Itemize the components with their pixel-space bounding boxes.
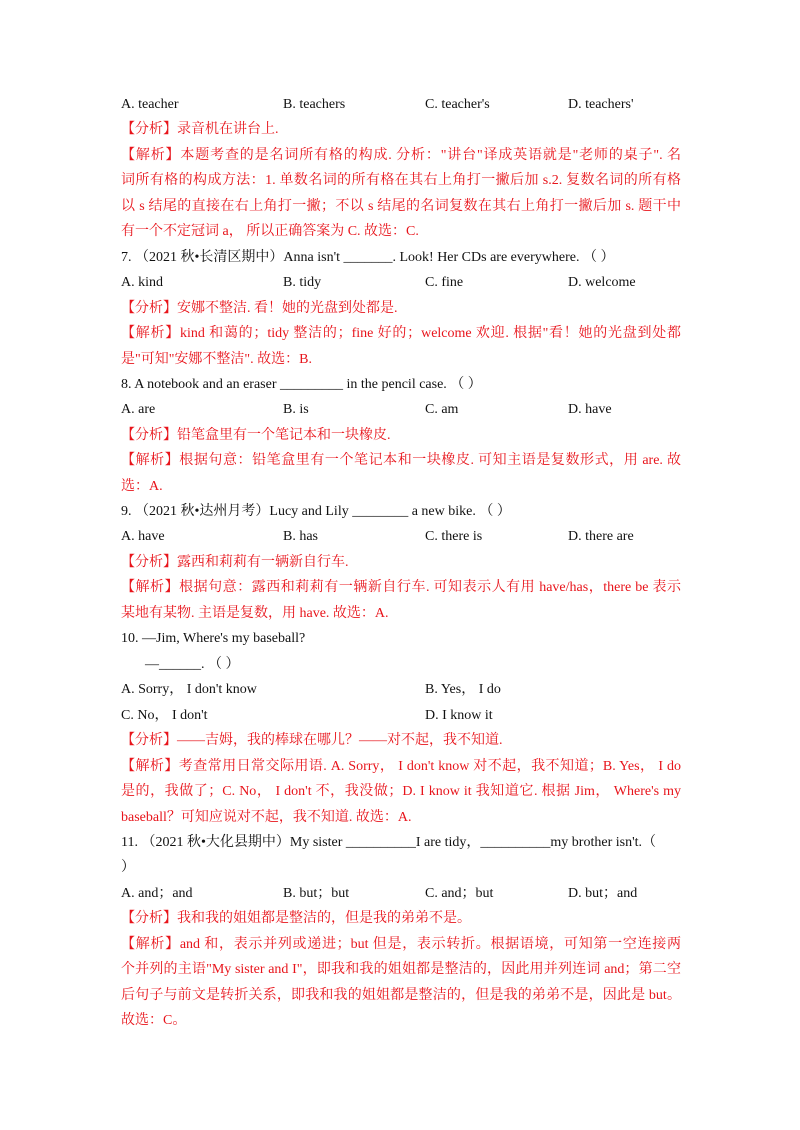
q11-explanation-line: 个并列的主语"My sister and I"，即我和我的姐姐都是整洁的，因此用并列连词 and；第二空 [121,962,681,977]
q10-stem-line2 [145,655,240,675]
q8-option-d: D. have [568,402,612,417]
q9-option-b: B. has [283,529,318,544]
q6-option-b: B. teachers [283,97,346,112]
q6-option-d: D. teachers' [568,97,634,112]
q8-explanation-line: 【解析】根据句意：铅笔盒里有一个笔记本和一块橡皮. 可知主语是复数形式，用 are. 故 [121,453,681,468]
q11-option-d: D. but；and [568,886,638,901]
q11-option-c: C. and；but [425,886,494,901]
q11-stem-after: my brother isn't.（ [550,835,656,850]
q8-explanation-line: 选：A. [121,479,163,494]
q9-option-c: C. there is [425,529,483,544]
q8-blank: _________ [280,377,344,392]
q6-explanation-line: 词所有格的构成方法：1. 单数名词的所有格在其右上角打一撇后加 s.2. 复数名词的所有格 [121,173,681,188]
q9-blank: ________ [352,504,409,519]
q7-option-a: A. kind [121,275,163,290]
q11-explanation-line: 【解析】and 和，表示并列或递进；but 但是，表示转折。根据语境，可知第一空连接两 [121,937,681,952]
q7-explanation-line: 【解析】kind 和蔼的；tidy 整洁的；fine 好的；welcome 欢迎. 根据"看！她的光盘到处都 [121,326,681,341]
q6-options [121,95,681,115]
q8-option-b: B. is [283,402,309,417]
q9-explanation-line: 某地有某物. 主语是复数，用 have. 故选：A. [121,606,389,621]
q9-option-a: A. have [121,529,165,544]
q7-stem-before: 7. （2021 秋•长清区期中）Anna isn't [121,250,340,265]
q10-explanation-line: 是的，我做了；C. No， I don't 不，我没做；D. I know it 我知道它. 根据 Jim， Where's my [121,784,681,799]
q9-explanation-line: 【解析】根据句意：露西和莉莉有一辆新自行车. 可知表示人有用 have/has，there be 表示 [121,580,681,595]
q9-option-d: D. there are [568,529,634,544]
q7-explanation-line: 是"可知"安娜不整洁". 故选：B. [121,352,312,367]
q7-stem-after: . Look! Her CDs are everywhere. （ ） [392,250,615,265]
q11-option-b: B. but；but [283,886,350,901]
q11-stem-line2: ） [121,860,135,875]
q11-explanation-line: 后句子与前文是转折关系，即我和我的姐姐都是整洁的，但是我的弟弟不是，因此是 but。 [121,988,681,1003]
q11-explanation-line: 故选：C。 [121,1013,187,1028]
q11-blank-1: __________ [345,835,416,850]
q6-explanation-line: 【解析】本题考查的是名词所有格的构成. 分析："讲台"译成英语就是"老师的桌子". 名 [121,148,681,163]
q11-blank-2: __________ [480,835,551,850]
q9-stem-before: 9. （2021 秋•达州月考）Lucy and Lily [121,504,349,519]
q10-explanation-line: 【解析】考查常用日常交际用语. A. Sorry， I don't know 对不起，我不知道；B. Yes， I do [121,759,681,774]
q10-dash: — [145,657,159,672]
q11-stem [121,833,656,853]
q9-stem-after: a new bike. （ ） [408,504,511,519]
q10-explanation-line: baseball？可知应说对不起，我不知道. 故选：A. [121,810,412,825]
q9-analysis: 【分析】露西和莉莉有一辆新自行车. [121,555,349,570]
q8-stem [121,375,482,395]
q7-stem [121,248,614,268]
q10-option-c: C. No， I don't [121,708,208,723]
q11-option-a: A. and；and [121,886,193,901]
q6-explanation-line: 有一个不定冠词 a， 所以正确答案为 C. 故选：C. [121,224,419,239]
q8-stem-after: in the pencil case. （ ） [343,377,482,392]
q11-stem-mid: I are tidy， [415,835,481,850]
q7-option-c: C. fine [425,275,464,290]
q7-option-d: D. welcome [568,275,636,290]
q11-stem-before: 11. （2021 秋•大化县期中）My sister [121,835,343,850]
q8-option-c: C. am [425,402,459,417]
q10-option-d: D. I know it [425,708,493,723]
q11-options [121,884,681,904]
q8-analysis: 【分析】铅笔盒里有一个笔记本和一块橡皮. [121,428,391,443]
q9-stem [121,502,511,522]
q7-analysis: 【分析】安娜不整洁. 看！她的光盘到处都是. [121,301,398,316]
q8-options [121,400,681,420]
q6-option-c: C. teacher's [425,97,490,112]
q10-option-a: A. Sorry， I don't know [121,682,257,697]
q10-analysis: 【分析】——吉姆，我的棒球在哪儿？——对不起，我不知道. [121,733,503,748]
q7-options [121,273,681,293]
q10-blank: ______ [159,657,201,672]
q7-blank: _______ [343,250,393,265]
q8-stem-before: 8. A notebook and an eraser [121,377,277,392]
q6-explanation-line: 以 s 结尾的直接在右上角打一撇；不以 s 结尾的名词复数在其右上角打一撇后加 s. 题干中 [121,199,681,214]
q10-option-b: B. Yes， I do [425,682,501,697]
q10-options-row1 [121,680,681,700]
q10-stem-line1: 10. —Jim, Where's my baseball? [121,631,306,646]
q9-options [121,527,681,547]
q10-options-row2 [121,706,681,726]
q8-option-a: A. are [121,402,156,417]
q6-analysis: 【分析】录音机在讲台上. [121,122,279,137]
q11-analysis: 【分析】我和我的姐姐都是整洁的，但是我的弟弟不是。 [121,911,471,926]
q6-option-a: A. teacher [121,97,179,112]
q10-stem-after: . （ ） [201,657,240,672]
q7-option-b: B. tidy [283,275,322,290]
